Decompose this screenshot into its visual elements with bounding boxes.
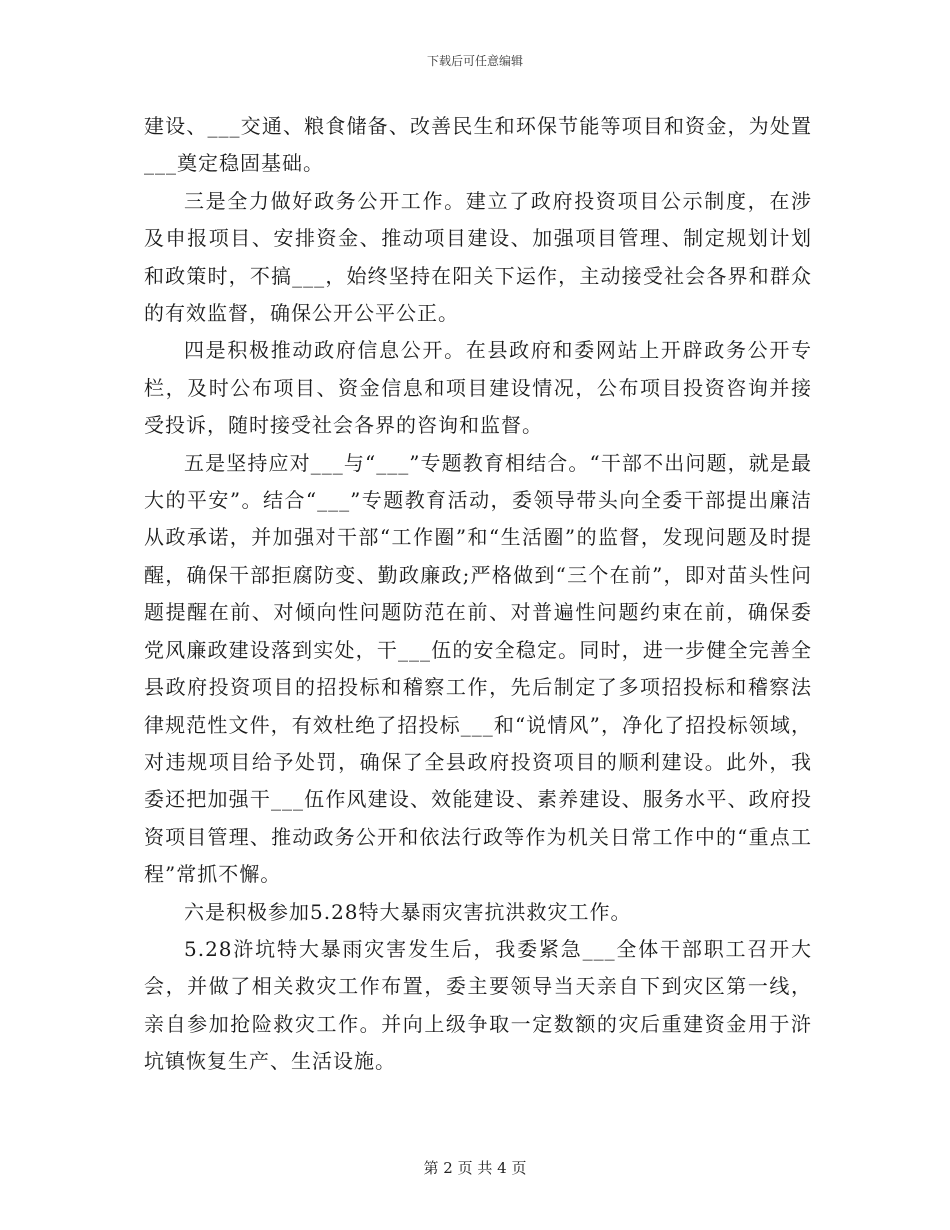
page-header: 下载后可任意编辑	[426, 54, 523, 68]
paragraph-2: 三是全力做好政务公开工作。建立了政府投资项目公示制度，在涉及申报项目、安排资金、推动项目建设、加强项目管理、制定规划计划和政策时，不搞___，始终坚持在阳关下运作，主动接受社会各界和群众的有效监督，确保公开公平公正。	[144, 188, 812, 326]
paragraph-3: 四是积极推动政府信息公开。在县政府和委网站上开辟政务公开专栏，及时公布项目、资金信息和项目建设情况，公布项目投资咨询并接受投诉，随时接受社会各界的咨询和监督。	[144, 338, 812, 438]
paragraph-5: 六是积极参加5.28特大暴雨灾害抗洪救灾工作。	[184, 899, 632, 924]
document-body	[144, 108, 812, 1081]
paragraph-1: 建设、___交通、粮食储备、改善民生和环保节能等项目和资金，为处置___奠定稳固基础。	[144, 114, 812, 176]
paragraph-6: 5.28浒坑特大暴雨灾害发生后，我委紧急___全体干部职工召开大会，并做了相关救灾工作布置，委主要领导当天亲自下到灾区第一线，亲自参加抢险救灾工作。并向上级争取一定数额的灾后重建资金用于浒坑镇恢复生产、生活设施。	[144, 936, 812, 1074]
paragraph-4: 五是坚持应对___与“___”专题教育相结合。“干部不出问题，就是最大的平安”。结合“___”专题教育活动，委领导带头向全委干部提出廉洁从政承诺，并加强对干部“工作圈”和“生活圈”的监督，发现问题及时提醒，确保干部拒腐防变、勤政廉政;严格做到“三个在前”，即对苗头性问题提醒在前、对倾向性问题防范在前、对普遍性问题约束在前，确保委党风廉政建设落到实处，干___伍的安全稳定。同时，进一步健全完善全县政府投资项目的招投标和稽察工作，先后制定了多项招投标和稽察法律规范性文件，有效杜绝了招投标___和“说情风”，净化了招投标领域，对违规项目给予处罚，确保了全县政府投资项目的顺利建设。此外，我委还把加强干___伍作风建设、效能建设、素养建设、服务水平、政府投资项目管理、推动政务公开和依法行政等作为机关日常工作中的“重点工程”常抓不懈。	[144, 450, 812, 887]
page-footer: 第 2 页 共 4 页	[423, 1159, 527, 1177]
